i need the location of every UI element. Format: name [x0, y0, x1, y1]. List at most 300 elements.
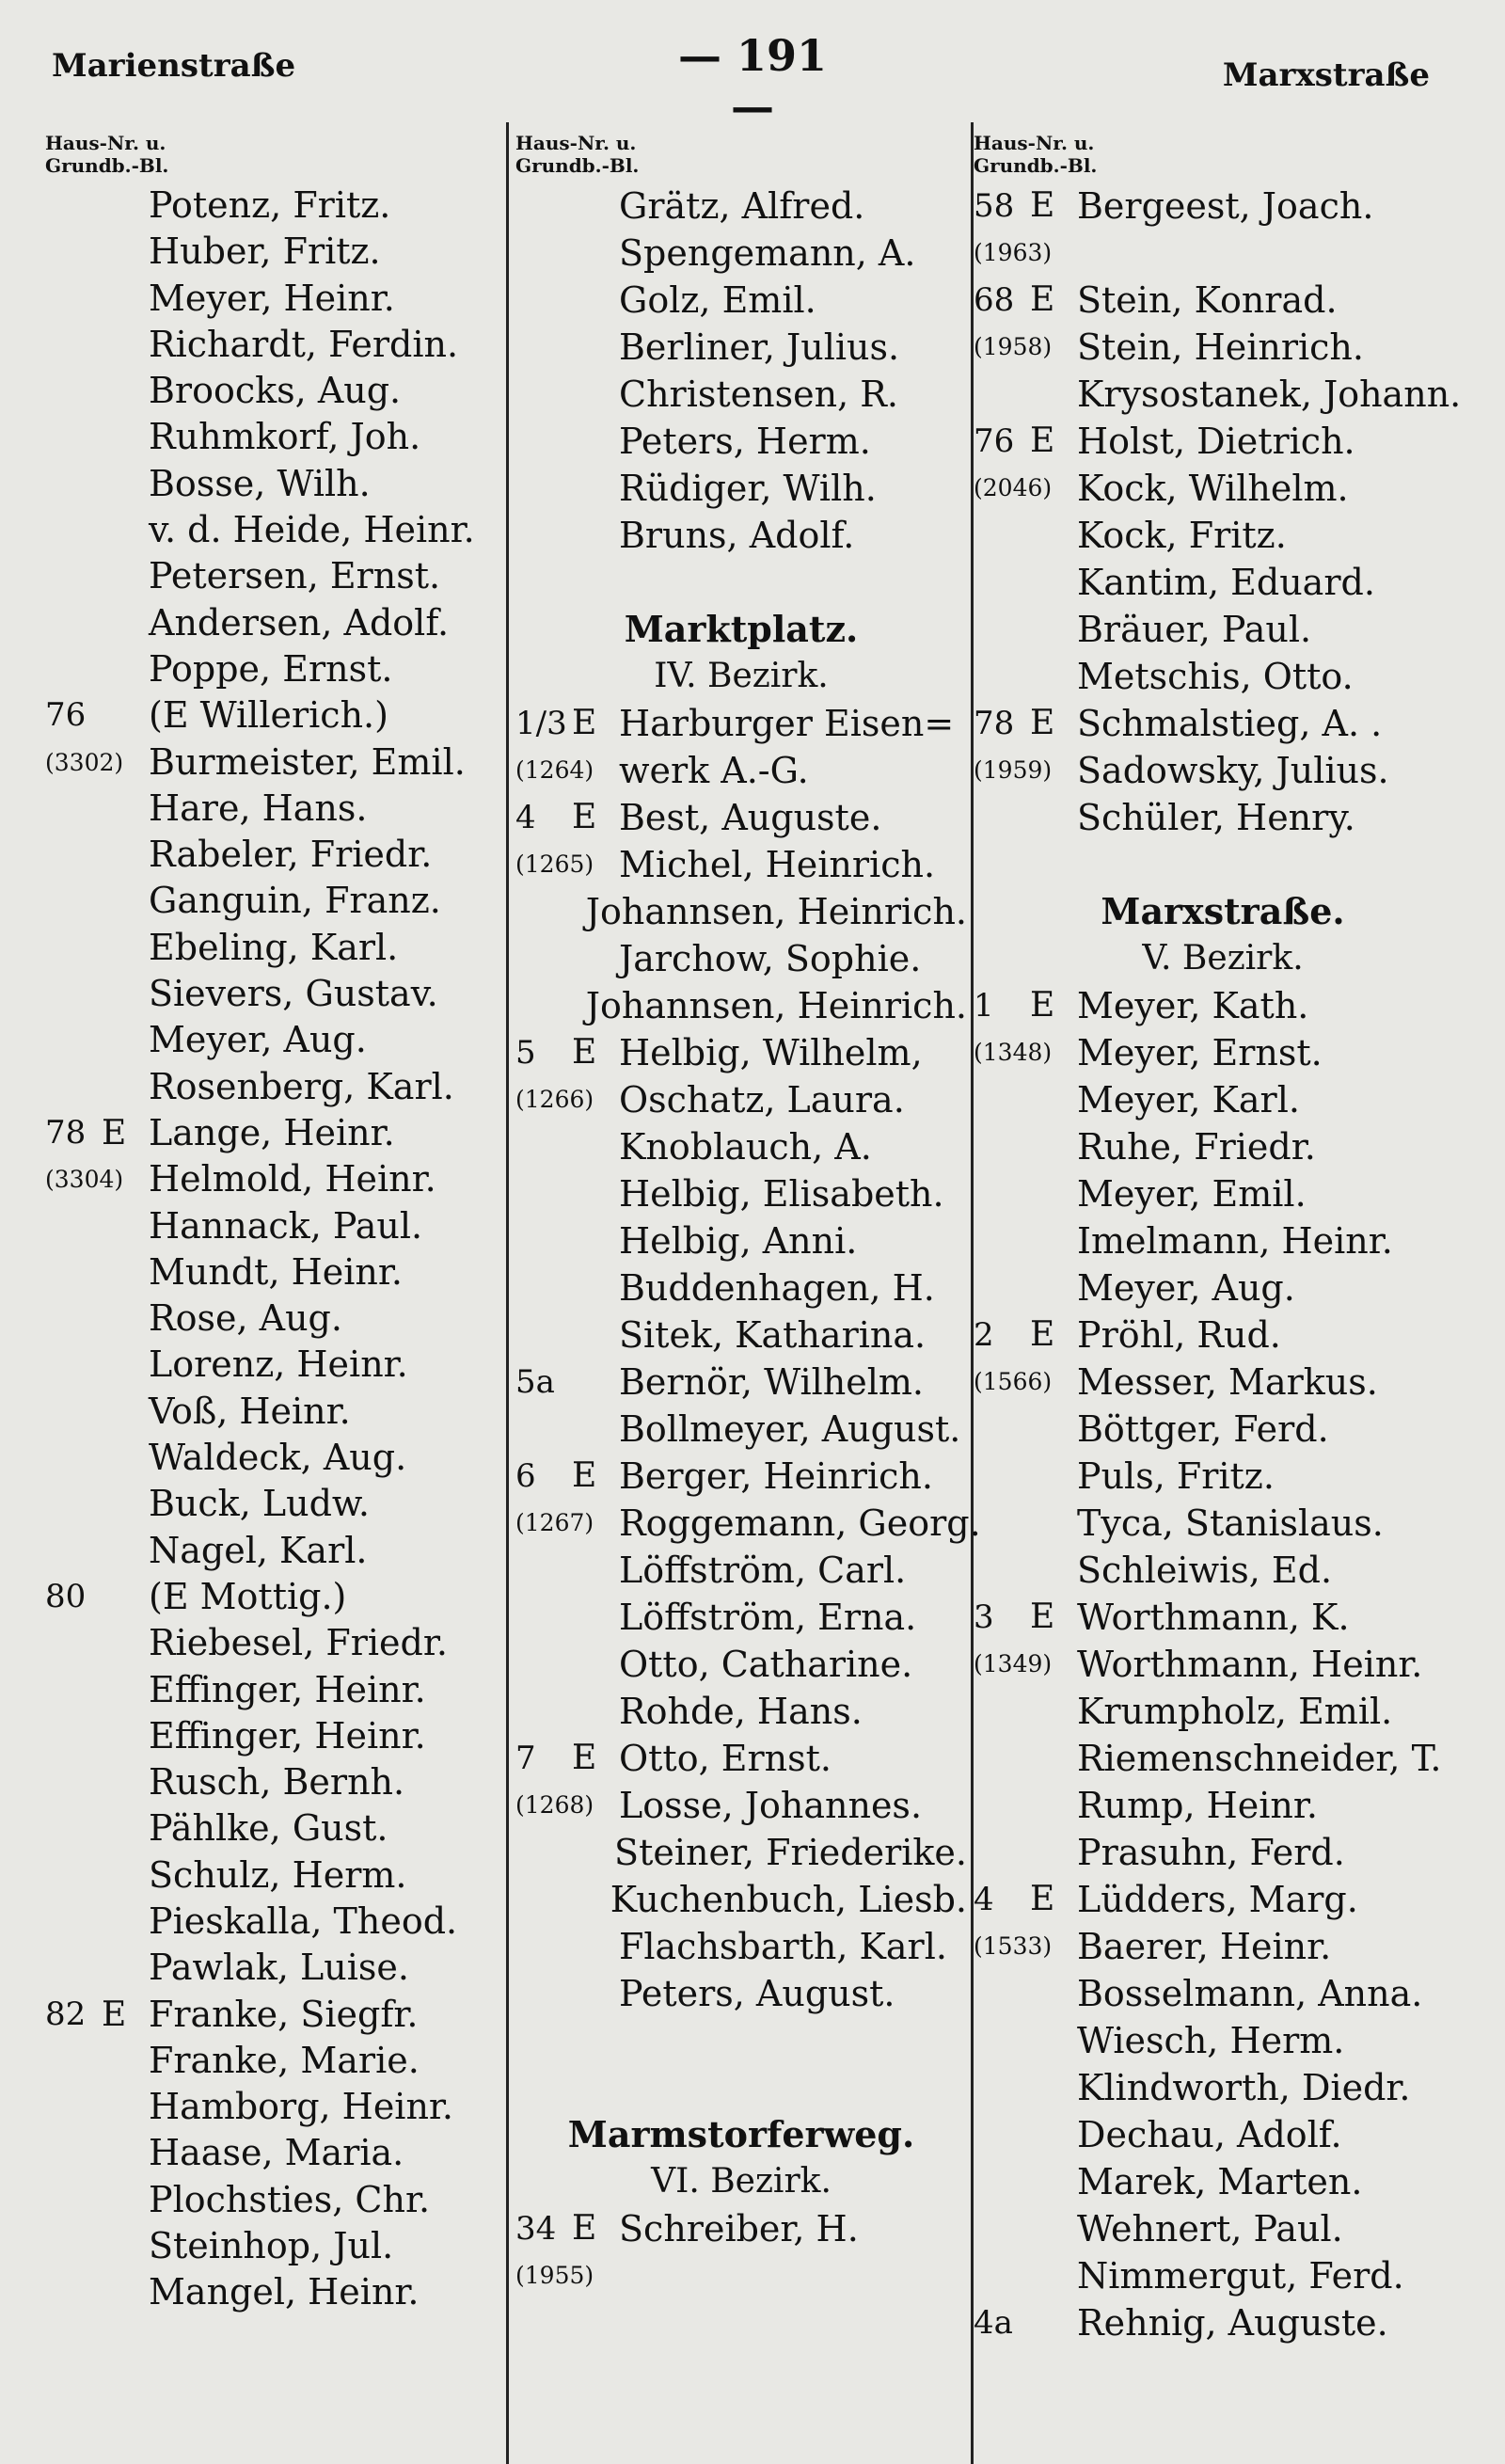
- entry-row: [45, 1435, 499, 1481]
- resident-name: Pählke, Gust.: [149, 1807, 388, 1850]
- entry-row: [515, 1500, 981, 1547]
- entry-row: [974, 2205, 1472, 2252]
- resident-name: Puls, Fritz.: [1077, 1455, 1275, 1497]
- house-number: [515, 371, 572, 418]
- owner-marker: [102, 1899, 149, 1945]
- resident-name: Hamborg, Heinr.: [149, 2086, 454, 2128]
- resident-name: Otto, Catharine.: [619, 1644, 913, 1685]
- resident-name: (E Willerich.): [149, 694, 388, 737]
- resident-name: Helbig, Elisabeth.: [619, 1173, 944, 1215]
- column-header-line: Haus-Nr. u.: [45, 132, 166, 154]
- entry-row: [974, 465, 1472, 512]
- resident-name: Hannack, Paul.: [149, 1204, 423, 1247]
- owner-marker: E: [572, 2209, 597, 2248]
- land-register-number: (1963): [974, 239, 1053, 266]
- house-number: [515, 1594, 572, 1641]
- resident-name: Nimmergut, Ferd.: [1077, 2255, 1404, 2297]
- owner-marker: [572, 371, 619, 418]
- house-number: [45, 878, 102, 924]
- house-number: [515, 1217, 572, 1264]
- resident-name: Buck, Ludw.: [149, 1483, 370, 1525]
- owner-marker: [572, 183, 619, 230]
- house-number: [45, 1435, 102, 1481]
- resident-name: Rosenberg, Karl.: [149, 1065, 454, 1107]
- resident-name: Rehnig, Auguste.: [1077, 2302, 1388, 2344]
- house-number: [45, 229, 102, 275]
- house-number: [45, 832, 102, 878]
- resident-name: Poppe, Ernst.: [149, 647, 393, 690]
- resident-name: Kantim, Eduard.: [1077, 562, 1375, 603]
- owner-marker: [1030, 2205, 1077, 2252]
- resident-name: Berger, Heinrich.: [619, 1455, 933, 1497]
- resident-name: Golz, Emil.: [619, 279, 816, 321]
- resident-name: Prasuhn, Ferd.: [1077, 1832, 1345, 1873]
- owner-marker: [572, 1123, 619, 1170]
- entry-row: [515, 1970, 967, 2017]
- owner-marker: E: [102, 1113, 127, 1153]
- entry-row: [45, 1759, 499, 1805]
- section-title: Marktplatz.: [624, 608, 859, 650]
- resident-name: Bergeest, Joach.: [1077, 185, 1374, 227]
- resident-name: Böttger, Ferd.: [1077, 1408, 1329, 1450]
- entry-row: [45, 368, 499, 414]
- section-title: Marxstraße.: [1101, 890, 1345, 932]
- house-number: [515, 277, 572, 324]
- entry-row: [974, 747, 1472, 794]
- house-number: [515, 465, 572, 512]
- house-number: [515, 1876, 567, 1923]
- entry-row: [515, 794, 967, 841]
- entry-row: [45, 1713, 499, 1759]
- entry-row: [974, 1735, 1472, 1782]
- house-number: 4: [974, 1881, 994, 1918]
- owner-marker: [572, 324, 619, 371]
- header-left-street: Marienstraße: [52, 47, 296, 85]
- land-register-number: (1264): [515, 756, 594, 784]
- owner-marker: [102, 1249, 149, 1296]
- resident-name: Effinger, Heinr.: [149, 1714, 426, 1757]
- owner-marker: E: [1030, 421, 1055, 460]
- house-number: [974, 1217, 1030, 1264]
- house-number: [45, 2177, 102, 2223]
- entry-row: [974, 1594, 1472, 1641]
- resident-name: Bollmeyer, August.: [619, 1408, 961, 1450]
- owner-marker: [102, 2130, 149, 2176]
- house-number: [515, 1547, 572, 1594]
- house-number: [45, 971, 102, 1017]
- entry-row: [974, 2158, 1472, 2205]
- owner-marker: [572, 935, 619, 982]
- owner-marker: E: [102, 1995, 127, 2034]
- owner-marker: [1030, 1076, 1077, 1123]
- owner-marker: E: [572, 704, 597, 742]
- entry-row: [515, 1029, 967, 1076]
- owner-marker: [102, 1342, 149, 1388]
- resident-name: Steinhop, Jul.: [149, 2225, 394, 2267]
- entry-row: [45, 1296, 499, 1342]
- entry-row: [974, 512, 1472, 559]
- house-number: [45, 1945, 102, 1991]
- house-number: [974, 2017, 1030, 2064]
- resident-name: Bosse, Wilh.: [149, 462, 371, 504]
- house-number: [45, 1899, 102, 1945]
- house-number: [45, 1667, 102, 1713]
- house-number: [45, 1203, 102, 1249]
- house-number: 78: [974, 705, 1015, 742]
- entry-row: [974, 1406, 1472, 1453]
- house-number: [45, 414, 102, 460]
- resident-name: Holst, Dietrich.: [1077, 421, 1355, 462]
- house-number: [45, 553, 102, 599]
- entry-row: [515, 1406, 967, 1453]
- house-number: [45, 368, 102, 414]
- house-number: [45, 1852, 102, 1899]
- house-number: [515, 888, 554, 935]
- entry-row: [974, 2064, 1472, 2111]
- entry-row: [515, 1735, 967, 1782]
- resident-name: Petersen, Ernst.: [149, 555, 441, 597]
- entry-row: [974, 1311, 1472, 1359]
- house-number: [45, 1342, 102, 1388]
- house-number: [45, 1017, 102, 1063]
- entry-row: [974, 230, 1472, 277]
- owner-marker: [1030, 1829, 1077, 1876]
- house-number: [974, 512, 1030, 559]
- house-number: 4: [515, 799, 536, 836]
- resident-name: Ganguin, Franz.: [149, 880, 441, 922]
- owner-marker: [102, 2177, 149, 2223]
- owner-marker: [102, 600, 149, 646]
- land-register-number: (1566): [974, 1368, 1053, 1395]
- house-number: 7: [515, 1740, 536, 1777]
- section-district: IV. Bezirk.: [654, 657, 829, 695]
- resident-name: Michel, Heinrich.: [619, 844, 936, 885]
- resident-name: Wiesch, Herm.: [1077, 2020, 1345, 2061]
- owner-marker: [1030, 1782, 1077, 1829]
- owner-marker: [1030, 1500, 1077, 1547]
- owner-marker: [102, 1389, 149, 1435]
- resident-name: Imelmann, Heinr.: [1077, 1220, 1393, 1262]
- owner-marker: [572, 1641, 619, 1688]
- entry-row: [515, 841, 967, 888]
- entry-row: [974, 1264, 1472, 1311]
- house-number: 78: [45, 1113, 87, 1152]
- owner-marker: [572, 465, 619, 512]
- resident-name: Bruns, Adolf.: [619, 515, 855, 556]
- house-number: [515, 1123, 572, 1170]
- resident-name: Spengemann, A.: [619, 232, 916, 274]
- resident-name: Worthmann, K.: [1077, 1597, 1350, 1638]
- owner-marker: [102, 1481, 149, 1527]
- house-number: [515, 183, 572, 230]
- house-number: [974, 1547, 1030, 1594]
- owner-marker: [102, 229, 149, 275]
- owner-marker: [102, 1435, 149, 1481]
- resident-name: Losse, Johannes.: [619, 1785, 923, 1826]
- entry-row: [45, 1156, 499, 1202]
- resident-name: (E Mottig.): [149, 1575, 347, 1617]
- entry-row: [45, 1064, 499, 1110]
- entry-row: [45, 1620, 499, 1666]
- entry-row: [515, 1217, 967, 1264]
- entry-row: [45, 553, 499, 599]
- resident-name: Schmalstieg, A. .: [1077, 703, 1383, 744]
- entry-row: [974, 1829, 1472, 1876]
- entry-row: [974, 324, 1472, 371]
- house-number: [45, 2084, 102, 2130]
- owner-marker: [102, 786, 149, 832]
- entry-row: [515, 982, 967, 1029]
- owner-marker: [1030, 794, 1077, 841]
- owner-marker: [102, 553, 149, 599]
- resident-name: Lange, Heinr.: [149, 1111, 395, 1153]
- land-register-number: (1955): [515, 2262, 594, 2289]
- house-number: [974, 2064, 1030, 2111]
- owner-marker: E: [1030, 280, 1055, 319]
- house-number: [45, 2038, 102, 2084]
- house-number: [974, 2252, 1030, 2299]
- owner-marker: [572, 418, 619, 465]
- resident-name: Riemenschneider, T.: [1077, 1738, 1442, 1779]
- entry-row: [974, 1500, 1472, 1547]
- entry-row: [45, 878, 499, 924]
- resident-name: Johannsen, Heinrich.: [585, 891, 967, 932]
- spacer: [515, 2017, 967, 2064]
- entry-row: [974, 606, 1472, 653]
- resident-name: Kuchenbuch, Liesb.: [610, 1879, 967, 1920]
- page-header: [0, 19, 1505, 132]
- house-number: [515, 230, 572, 277]
- owner-marker: [1030, 1547, 1077, 1594]
- owner-marker: [554, 982, 586, 1029]
- resident-name: Waldeck, Aug.: [149, 1437, 407, 1479]
- house-number: [45, 2269, 102, 2315]
- house-number: 1: [974, 987, 994, 1025]
- house-number: [45, 461, 102, 507]
- land-register-number: (1958): [974, 333, 1053, 360]
- entry-list: [515, 700, 981, 2017]
- resident-name: Mundt, Heinr.: [149, 1250, 403, 1293]
- entry-row: [45, 832, 499, 878]
- spacer: [515, 559, 967, 606]
- resident-name: Peters, Herm.: [619, 421, 871, 462]
- entry-row: [45, 1481, 499, 1527]
- entry-row: [515, 1547, 967, 1594]
- resident-name: Buddenhagen, H.: [619, 1267, 935, 1309]
- owner-marker: [102, 1574, 149, 1620]
- house-number: [45, 1064, 102, 1110]
- owner-marker: [102, 183, 149, 229]
- house-number: [45, 786, 102, 832]
- house-number: 68: [974, 281, 1015, 319]
- house-number: [974, 1123, 1030, 1170]
- house-number: [45, 1759, 102, 1805]
- entry-row: [515, 1359, 967, 1406]
- resident-name: Krumpholz, Emil.: [1077, 1691, 1393, 1732]
- owner-marker: [102, 2038, 149, 2084]
- house-number: [974, 1453, 1030, 1500]
- resident-name: Stein, Konrad.: [1077, 279, 1338, 321]
- owner-marker: [572, 1970, 619, 2017]
- house-number: [515, 1970, 572, 2017]
- land-register-number: (3304): [45, 1166, 124, 1194]
- house-number: [974, 371, 1030, 418]
- entry-row: [515, 371, 967, 418]
- entry-row: [45, 971, 499, 1017]
- house-number: [974, 1970, 1030, 2017]
- owner-marker: [102, 878, 149, 924]
- resident-name: Haase, Maria.: [149, 2132, 404, 2174]
- entry-row: [45, 2084, 499, 2130]
- house-number: [45, 646, 102, 692]
- owner-marker: [102, 692, 149, 739]
- owner-marker: [572, 1217, 619, 1264]
- house-number: [974, 559, 1030, 606]
- resident-name: Rüdiger, Wilh.: [619, 468, 877, 509]
- entry-row: [974, 1641, 1472, 1688]
- resident-name: werk A.-G.: [619, 750, 809, 791]
- resident-name: Metschis, Otto.: [1077, 656, 1354, 697]
- resident-name: Rump, Heinr.: [1077, 1785, 1318, 1826]
- section-district: V. Bezirk.: [1142, 939, 1304, 978]
- owner-marker: [572, 1688, 619, 1735]
- owner-marker: [1030, 2064, 1077, 2111]
- house-number: [515, 1406, 572, 1453]
- resident-name: Meyer, Aug.: [149, 1019, 367, 1061]
- resident-name: Ruhe, Friedr.: [1077, 1126, 1316, 1168]
- house-number: 6: [515, 1457, 536, 1495]
- entry-row: [974, 700, 1472, 747]
- owner-marker: [572, 512, 619, 559]
- resident-name: Rusch, Bernh.: [149, 1761, 405, 1804]
- resident-name: Stein, Heinrich.: [1077, 326, 1364, 368]
- owner-marker: [1030, 1264, 1077, 1311]
- entry-row: [45, 692, 499, 739]
- entry-row: [45, 1805, 499, 1852]
- entry-row: [515, 1782, 967, 1829]
- entry-row: [45, 1249, 499, 1296]
- owner-marker: [1030, 2299, 1077, 2346]
- entry-row: [515, 1264, 967, 1311]
- owner-marker: [1030, 1406, 1077, 1453]
- entry-row: [45, 786, 499, 832]
- owner-marker: E: [572, 1456, 597, 1495]
- house-number: [515, 1264, 572, 1311]
- entry-row: [974, 1547, 1472, 1594]
- resident-name: Oschatz, Laura.: [619, 1079, 905, 1121]
- owner-marker: [102, 1064, 149, 1110]
- resident-name: Meyer, Kath.: [1077, 985, 1309, 1026]
- house-number: [974, 1735, 1030, 1782]
- owner-marker: [1030, 2111, 1077, 2158]
- entry-row: [974, 2252, 1472, 2299]
- entry-row: [515, 230, 967, 277]
- resident-name: Rohde, Hans.: [619, 1691, 863, 1732]
- resident-name: Helbig, Wilhelm,: [619, 1032, 923, 1073]
- entry-list: [515, 183, 967, 559]
- house-number: [974, 2205, 1030, 2252]
- house-number: [515, 982, 554, 1029]
- resident-name: Helbig, Anni.: [619, 1220, 858, 1262]
- resident-name: Burmeister, Emil.: [149, 740, 466, 783]
- house-number: [45, 1713, 102, 1759]
- house-number: 34: [515, 2210, 557, 2248]
- house-number: [515, 1923, 572, 1970]
- owner-marker: [1030, 1970, 1077, 2017]
- resident-name: Worthmann, Heinr.: [1077, 1644, 1423, 1685]
- resident-name: Riebesel, Friedr.: [149, 1622, 448, 1664]
- entry-row: [974, 1688, 1472, 1735]
- column-header-line: Haus-Nr. u.: [974, 132, 1095, 154]
- house-number: [974, 2158, 1030, 2205]
- house-number: [974, 1500, 1030, 1547]
- owner-marker: [102, 1805, 149, 1852]
- entry-row: [515, 2205, 967, 2252]
- entry-row: [45, 646, 499, 692]
- owner-marker: [102, 1667, 149, 1713]
- entry-list: [515, 2205, 967, 2299]
- entry-row: [974, 1076, 1472, 1123]
- entry-row: [515, 465, 967, 512]
- owner-marker: [1030, 1688, 1077, 1735]
- entry-row: [45, 925, 499, 971]
- entry-row: [974, 277, 1472, 324]
- owner-marker: [102, 925, 149, 971]
- entry-row: [45, 461, 499, 507]
- resident-name: Lüdders, Marg.: [1077, 1879, 1358, 1920]
- resident-name: Lorenz, Heinr.: [149, 1343, 408, 1386]
- owner-marker: E: [1030, 1315, 1055, 1354]
- entry-row: [45, 183, 499, 229]
- entry-row: [45, 414, 499, 460]
- entry-row: [45, 1342, 499, 1388]
- owner-marker: E: [1030, 1880, 1055, 1918]
- entry-row: [974, 1453, 1472, 1500]
- house-number: 5a: [515, 1363, 555, 1401]
- house-number: [515, 512, 572, 559]
- owner-marker: [102, 322, 149, 368]
- land-register-number: (2046): [974, 474, 1053, 501]
- resident-name: Nagel, Karl.: [149, 1529, 368, 1571]
- resident-name: Roggemann, Georg.: [619, 1502, 981, 1544]
- resident-name: Broocks, Aug.: [149, 370, 402, 412]
- house-number: 1/3: [515, 705, 567, 742]
- land-register-number: (3302): [45, 748, 124, 776]
- owner-marker: [102, 1852, 149, 1899]
- entry-row: [515, 1829, 967, 1876]
- resident-name: Voß, Heinr.: [149, 1390, 351, 1432]
- house-number: 82: [45, 1995, 87, 2033]
- owner-marker: E: [1030, 186, 1055, 225]
- owner-marker: [102, 1528, 149, 1574]
- entry-row: [515, 1311, 967, 1359]
- owner-marker: [102, 1759, 149, 1805]
- house-number: [45, 1389, 102, 1435]
- owner-marker: [102, 971, 149, 1017]
- house-number: [45, 322, 102, 368]
- resident-name: Kock, Fritz.: [1077, 515, 1287, 556]
- page-number: — 191 —: [677, 30, 828, 132]
- owner-marker: [1030, 371, 1077, 418]
- resident-name: Franke, Siegfr.: [149, 1993, 419, 2035]
- owner-marker: [102, 2269, 149, 2315]
- resident-name: Baerer, Heinr.: [1077, 1926, 1332, 1967]
- owner-marker: [572, 1264, 619, 1311]
- resident-name: Richardt, Ferdin.: [149, 323, 459, 365]
- owner-marker: [567, 1876, 610, 1923]
- resident-name: Grätz, Alfred.: [619, 185, 865, 227]
- resident-name: Franke, Marie.: [149, 2039, 420, 2081]
